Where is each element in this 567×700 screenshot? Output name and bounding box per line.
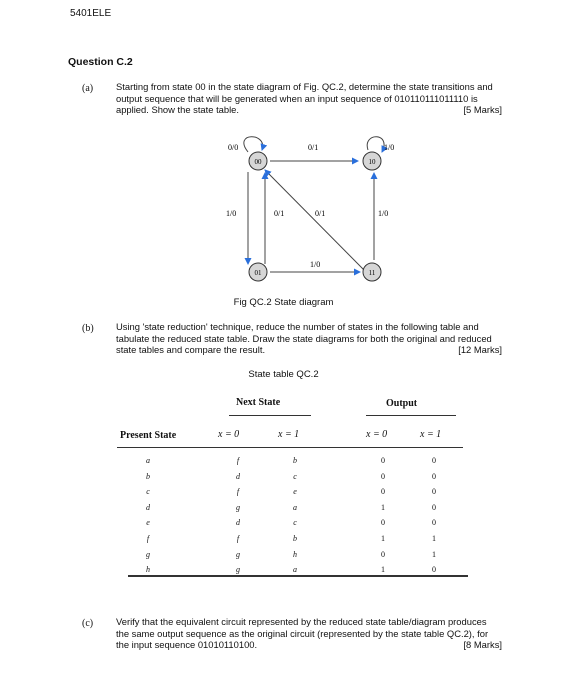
col-header-ns-x0: x = 0 bbox=[218, 429, 240, 440]
table-cell-out0: 1 bbox=[381, 502, 385, 512]
part-a-text: Starting from state 00 in the state diagram of Fig. QC.2, determine the state transitions and output sequence that will be generated when an input sequence of 010110111011110 is applied. Show the state table. bbox=[116, 81, 493, 116]
table-cell-present: b bbox=[146, 471, 150, 481]
state-00-label: 00 bbox=[254, 158, 262, 166]
edge-label-self-10: 1/0 bbox=[384, 143, 395, 152]
part-a-label: (a) bbox=[82, 83, 94, 94]
table-cell-ns0: g bbox=[236, 565, 240, 575]
state-01-label: 01 bbox=[254, 269, 262, 277]
output-header: Output bbox=[386, 398, 418, 409]
table-cell-out1: 1 bbox=[432, 534, 436, 543]
question-title: Question C.2 bbox=[68, 56, 133, 68]
edge-label-00-to-10: 0/1 bbox=[308, 143, 319, 152]
table-cell-ns1: a bbox=[293, 502, 297, 512]
edge-label-self-00: 0/0 bbox=[228, 143, 239, 152]
table-cell-ns0: f bbox=[236, 487, 240, 497]
table-cell-present: a bbox=[146, 456, 150, 465]
table-cell-present: h bbox=[146, 565, 150, 575]
table-bottom-rule bbox=[128, 575, 468, 577]
table-cell-out1: 0 bbox=[432, 456, 436, 465]
edge-label-01-to-11: 1/0 bbox=[310, 260, 321, 269]
part-c-label: (c) bbox=[82, 618, 94, 629]
edge-label-inner-vertical: 0/1 bbox=[274, 209, 285, 218]
part-a-marks: [5 Marks] bbox=[463, 104, 502, 115]
state-01 bbox=[249, 263, 267, 281]
table-cell-present: e bbox=[146, 518, 150, 528]
table-cell-ns1: b bbox=[293, 456, 297, 465]
table-cell-present: f bbox=[146, 534, 150, 543]
table-cell-present: d bbox=[146, 502, 150, 512]
self-loop-10 bbox=[367, 137, 384, 152]
table-cell-ns0: g bbox=[236, 549, 240, 559]
edge-diagonal bbox=[265, 170, 364, 270]
table-cell-ns0: f bbox=[236, 534, 240, 543]
table-cell-ns0: d bbox=[236, 471, 240, 481]
table-cell-ns1: a bbox=[293, 565, 297, 575]
table-cell-ns1: c bbox=[293, 471, 297, 481]
part-c-text: Verify that the equivalent circuit represented by the reduced state table/diagram produces the same output sequence as the original circuit (represented by the state table QC.2), for the input sequence 01010110100. bbox=[116, 616, 489, 651]
part-b-label: (b) bbox=[82, 323, 94, 334]
edge-label-left-vertical: 1/0 bbox=[226, 209, 237, 218]
figure-caption: Fig QC.2 State diagram bbox=[233, 297, 334, 308]
self-loop-00 bbox=[244, 137, 263, 152]
part-b-marks: [12 Marks] bbox=[458, 344, 502, 355]
course-code: 5401ELE bbox=[70, 8, 112, 19]
table-cell-out0: 0 bbox=[381, 456, 385, 465]
table-cell-ns1: h bbox=[293, 549, 297, 559]
table-cell-present: c bbox=[146, 487, 150, 497]
table-cell-present: g bbox=[146, 549, 150, 559]
table-cell-out1: 0 bbox=[432, 565, 436, 575]
table-cell-out1: 0 bbox=[432, 471, 436, 481]
state-00 bbox=[249, 152, 267, 170]
table-cell-out1: 0 bbox=[432, 518, 436, 528]
next-state-header: Next State bbox=[236, 397, 281, 408]
state-10 bbox=[363, 152, 381, 170]
output-underline bbox=[366, 415, 456, 416]
table-cell-ns1: c bbox=[293, 518, 297, 528]
edge-label-diagonal: 0/1 bbox=[315, 209, 326, 218]
part-b-text: Using 'state reduction' technique, reduce the number of states in the following table and tabulate the reduced state table. Draw the state diagrams for both the original and reduced state tables and compare the result. bbox=[116, 321, 492, 356]
table-cell-out0: 1 bbox=[381, 534, 385, 543]
table-cell-ns0: d bbox=[236, 518, 240, 528]
table-title: State table QC.2 bbox=[248, 369, 319, 380]
table-cell-out0: 0 bbox=[381, 518, 385, 528]
table-cell-out1: 0 bbox=[432, 502, 436, 512]
table-cell-ns1: e bbox=[293, 487, 297, 497]
table-cell-ns0: g bbox=[236, 502, 240, 512]
table-cell-out0: 0 bbox=[381, 549, 385, 559]
table-cell-out0: 1 bbox=[381, 565, 385, 575]
table-header-rule bbox=[117, 447, 463, 448]
col-header-out-x0: x = 0 bbox=[366, 429, 388, 440]
table-cell-out1: 0 bbox=[432, 487, 436, 497]
state-11 bbox=[363, 263, 381, 281]
col-header-ns-x1: x = 1 bbox=[278, 429, 300, 440]
next-state-underline bbox=[229, 415, 311, 416]
edge-label-10-to-11: 1/0 bbox=[378, 209, 389, 218]
part-c-marks: [8 Marks] bbox=[463, 639, 502, 650]
table-cell-out0: 0 bbox=[381, 471, 385, 481]
table-cell-ns0: f bbox=[236, 456, 240, 465]
table-cell-out0: 0 bbox=[381, 487, 385, 497]
present-state-header: Present State bbox=[120, 430, 177, 441]
col-header-out-x1: x = 1 bbox=[420, 429, 442, 440]
table-cell-out1: 1 bbox=[432, 549, 436, 559]
state-11-label: 11 bbox=[368, 269, 376, 277]
table-cell-ns1: b bbox=[293, 534, 297, 543]
state-10-label: 10 bbox=[368, 158, 376, 166]
